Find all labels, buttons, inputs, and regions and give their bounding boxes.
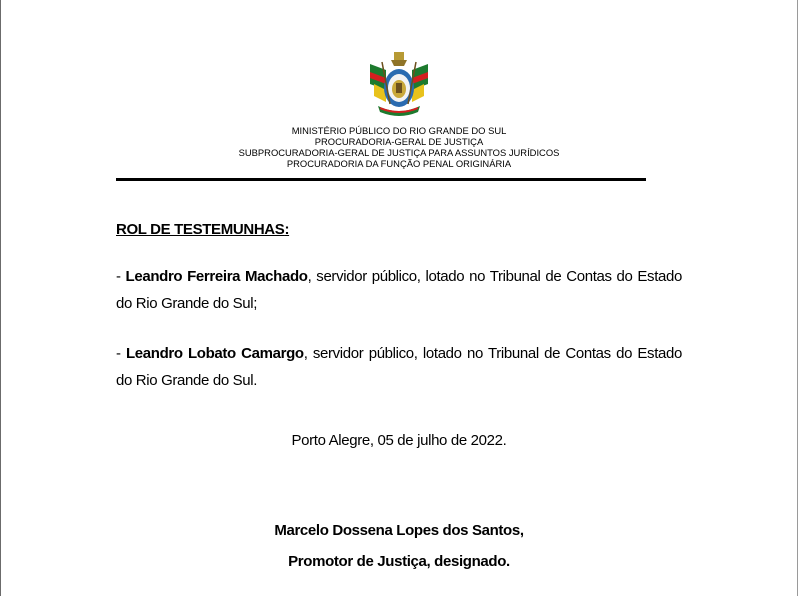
witness-entry: - Leandro Ferreira Machado, servidor público, lotado no Tribunal de Contas do Estado do Rio Grande do Sul;	[116, 268, 682, 312]
coat-of-arms-icon	[364, 50, 434, 118]
header-divider	[116, 178, 646, 181]
signatory-role: Promotor de Justiça, designado.	[288, 553, 510, 570]
header-line-procuradoria: PROCURADORIA-GERAL DE JUSTIÇA	[314, 136, 484, 147]
header-line-subprocuradoria: SUBPROCURADORIA-GERAL DE JUSTIÇA PARA ASSUNTOS JURÍDICOS	[238, 147, 560, 158]
place-date: Porto Alegre, 05 de julho de 2022.	[291, 432, 507, 449]
header-line-funcao-penal: PROCURADORIA DA FUNÇÃO PENAL ORIGINÁRIA	[286, 158, 512, 169]
witness-entry: - Leandro Lobato Camargo, servidor público, lotado no Tribunal de Contas do Estado do Rio Grande do Sul.	[116, 345, 682, 389]
witness-name: Leandro Ferreira Machado	[125, 268, 308, 285]
section-title: ROL DE TESTEMUNHAS:	[116, 221, 290, 238]
witness-name: Leandro Lobato Camargo	[125, 345, 304, 362]
signatory-name: Marcelo Dossena Lopes dos Santos,	[274, 522, 524, 539]
letterhead	[0, 125, 798, 169]
header-line-ministerio: MINISTÉRIO PÚBLICO DO RIO GRANDE DO SUL	[291, 125, 507, 136]
